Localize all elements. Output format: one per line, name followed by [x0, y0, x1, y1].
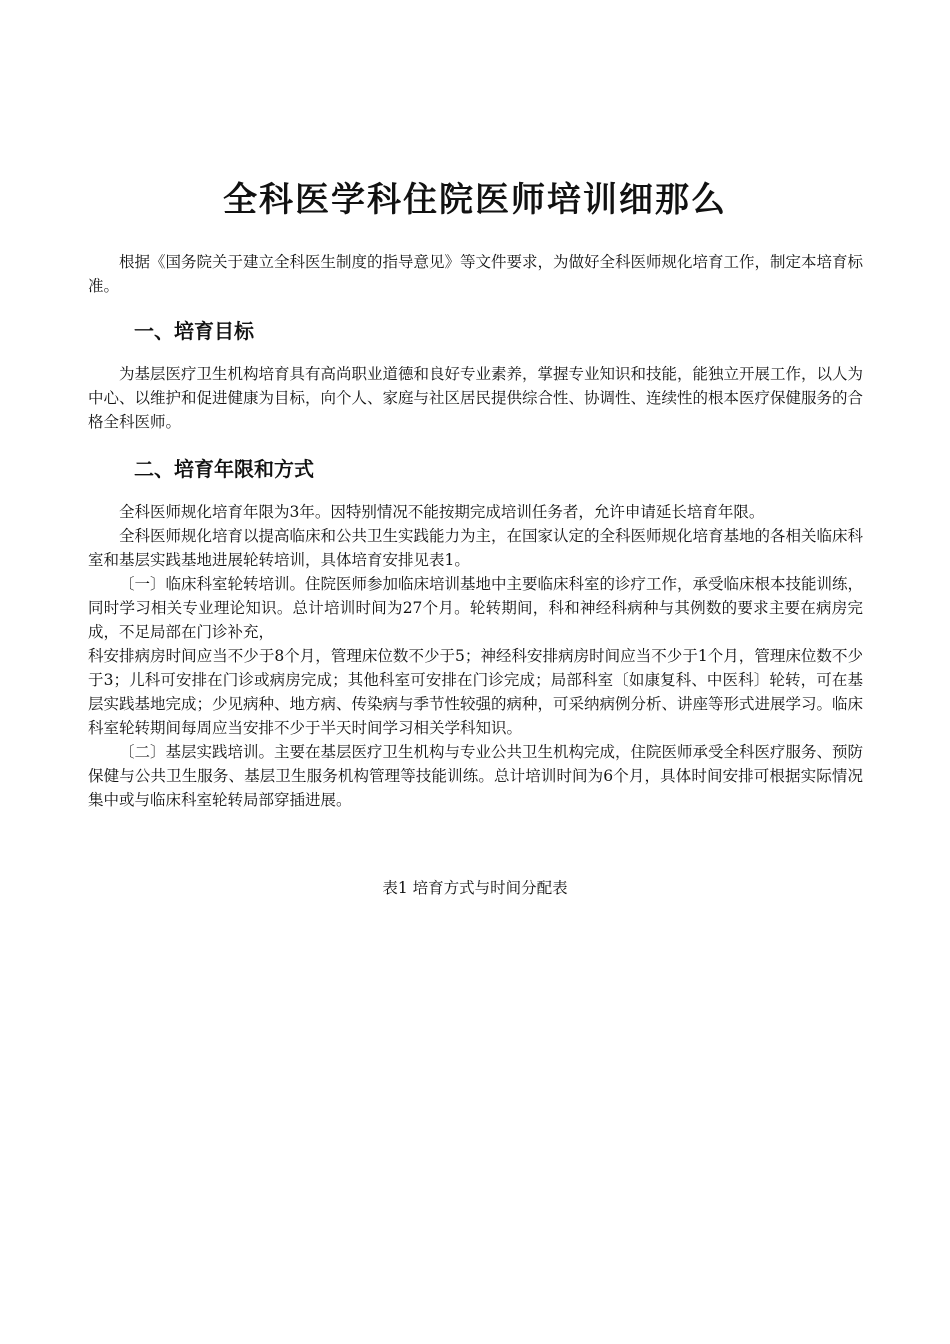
section-goals-body: [88, 362, 863, 434]
document-title: 全科医学科住院医师培训细那么: [223, 180, 727, 220]
table-caption: 表1 培育方式与时间分配表: [382, 879, 568, 897]
duration-paragraph-3: 〔一〕临床科室轮转培训。住院医师参加临床培训基地中主要临床科室的诊疗工作，承受临床根本技能训练，同时学习相关专业理论知识。总计培训时间为27个月。轮转期间，科和神经科病种与其例数的要求主要在病房完成，不足局部在门诊补充，: [88, 575, 864, 641]
section-heading-goals: 一、培育目标: [134, 319, 254, 343]
duration-paragraph-2: 全科医师规化培育以提高临床和公共卫生实践能力为主，在国家认定的全科医师规化培育基地的各相关临床科室和基层实践基地进展轮转培训，具体培育安排见表1。: [88, 527, 864, 569]
section-duration-body: [88, 500, 863, 812]
intro-paragraph: 根据《国务院关于建立全科医生制度的指导意见》等文件要求，为做好全科医师规化培育工作，制定本培育标准。: [88, 253, 864, 295]
goals-paragraph: 为基层医疗卫生机构培育具有高尚职业道德和良好专业素养，掌握专业知识和技能，能独立开展工作，以人为中心、以维护和促进健康为目标，向个人、家庭与社区居民提供综合性、协调性、连续性的根本医疗保健服务的合格全科医师。: [88, 365, 864, 431]
duration-paragraph-1: 全科医师规化培育年限为3年。因特别情况不能按期完成培训任务者，允许申请延长培育年限。: [119, 503, 765, 521]
section-heading-duration: 二、培育年限和方式: [134, 457, 314, 481]
duration-paragraph-5: 〔二〕基层实践培训。主要在基层医疗卫生机构与专业公共卫生机构完成，住院医师承受全科医疗服务、预防保健与公共卫生服务、基层卫生服务机构管理等技能训练。总计培训时间为6个月，具体时间安排可根据实际情况集中或与临床科室轮转局部穿插进展。: [88, 743, 864, 809]
duration-paragraph-4: 科安排病房时间应当不少于8个月，管理床位数不少于5；神经科安排病房时间应当不少于1个月，管理床位数不少于3；儿科可安排在门诊或病房完成；其他科室可安排在门诊完成；局部科室〔如康复科、中医科〕轮转，可在基层实践基地完成；少见病种、地方病、传染病与季节性较强的病种，可采纳病例分析、讲座等形式进展学习。临床科室轮转期间每周应当安排不少于半天时间学习相关学科知识。: [88, 647, 864, 737]
intro-block: [88, 250, 863, 298]
